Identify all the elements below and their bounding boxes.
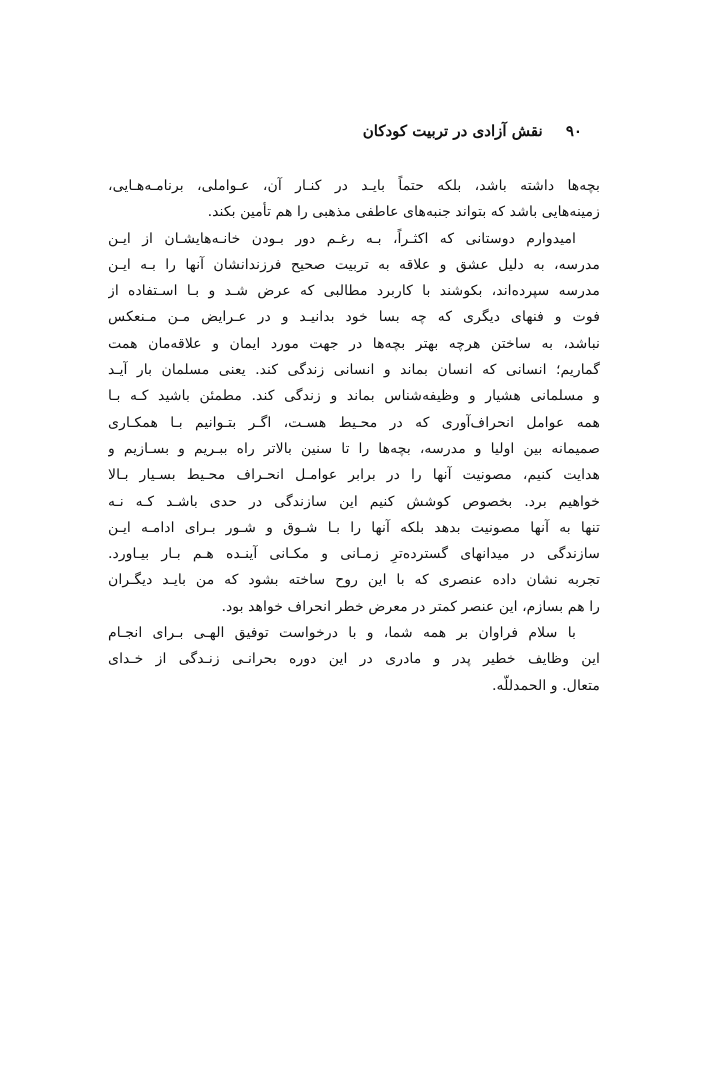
text-line: تنها به آنها مصونیت بدهد بلکه آنها را بـا شـوق و شـور بـرای ادامـه ایـن — [108, 519, 600, 536]
text-line: همه عوامل انحراف‌آوری که در محـیط هسـت، اگـر بتـوانیم بـا همکـاری — [108, 414, 600, 431]
text-line: مدرسه، به دلیل عشق و علاقه به تربیت صحیح فرزندانشان آنها را بـه ایـن — [108, 256, 600, 273]
text-line: امیدوارم دوستانی که اکثـراً، بـه رغـم دور بـودن خانـه‌هایشـان از ایـن — [108, 230, 576, 247]
page-number: ۹۰ — [565, 122, 582, 140]
text-line: هدایت کنیم، مصونیت آنها را در برابر عوامـل انحـراف محـیط بسـیار بـالا — [108, 467, 600, 484]
text-line: گماریم؛ انسانی که انسان بماند و انسانی زندگی کند. یعنی مسلمان بار آیـد — [108, 362, 600, 379]
text-line: بچه‌ها داشته باشد، بلکه حتماً بایـد در کنـار آن، عـواملی، برنامـه‌هـایی، — [108, 178, 600, 194]
text-line: این وظایف خطیر پدر و مادری در این دوره بحرانـی زنـدگی از خـدای — [108, 651, 600, 668]
text-line: را هم بسازم، این عنصر کمتر در معرض خطر انحراف خواهد بود. — [221, 598, 600, 615]
running-title: نقش آزادی در تربیت کودکان — [362, 122, 543, 140]
text-line: صمیمانه بین اولیا و مدرسه، بچه‌ها را تا سنین بالاتر راه ببـریم و بسـازیم و — [108, 440, 600, 457]
text-line: زمینه‌هایی باشد که بتواند جنبه‌های عاطفی مذهبی را هم تأمین بکند. — [207, 204, 600, 221]
page-header — [363, 120, 582, 142]
text-line: و مسلمانی هشیار و وظیفه‌شناس بماند و زندگی کند. مطمئن باشید کـه بـا — [108, 388, 600, 405]
text-line: نباشد، به ساختن هرچه بهتر بچه‌ها در جهت مورد ایمان و علاقه‌مان همت — [108, 335, 600, 352]
text-line: متعال. و الحمدللّه. — [492, 677, 600, 694]
text-line: فوت و فنهای دیگری که چه بسا خود بدانیـد و در عـرایض مـن مـنعکس — [108, 309, 600, 326]
text-line: تجربه نشان داده عنصری که با این روح ساخته بشود که من بایـد دیگـران — [108, 572, 600, 589]
text-line: با سلام فراوان بر همه شما، و با درخواست توفیق الهـی بـرای انجـام — [108, 625, 576, 642]
text-line: مدرسه سپرده‌اند، بکوشند با کاربرد مطالبی که عرض شـد و بـا اسـتفاده از — [108, 283, 600, 300]
text-line: سازندگی در میدانهای گسترده‌ترِ زمـانی و مکـانی آینـده هـم بـار بیـاورد. — [108, 546, 600, 563]
text-line: خواهیم برد. بخصوص کوشش کنیم این سازندگی در حدی باشـد کـه نـه — [108, 493, 600, 510]
body-text — [108, 173, 600, 699]
